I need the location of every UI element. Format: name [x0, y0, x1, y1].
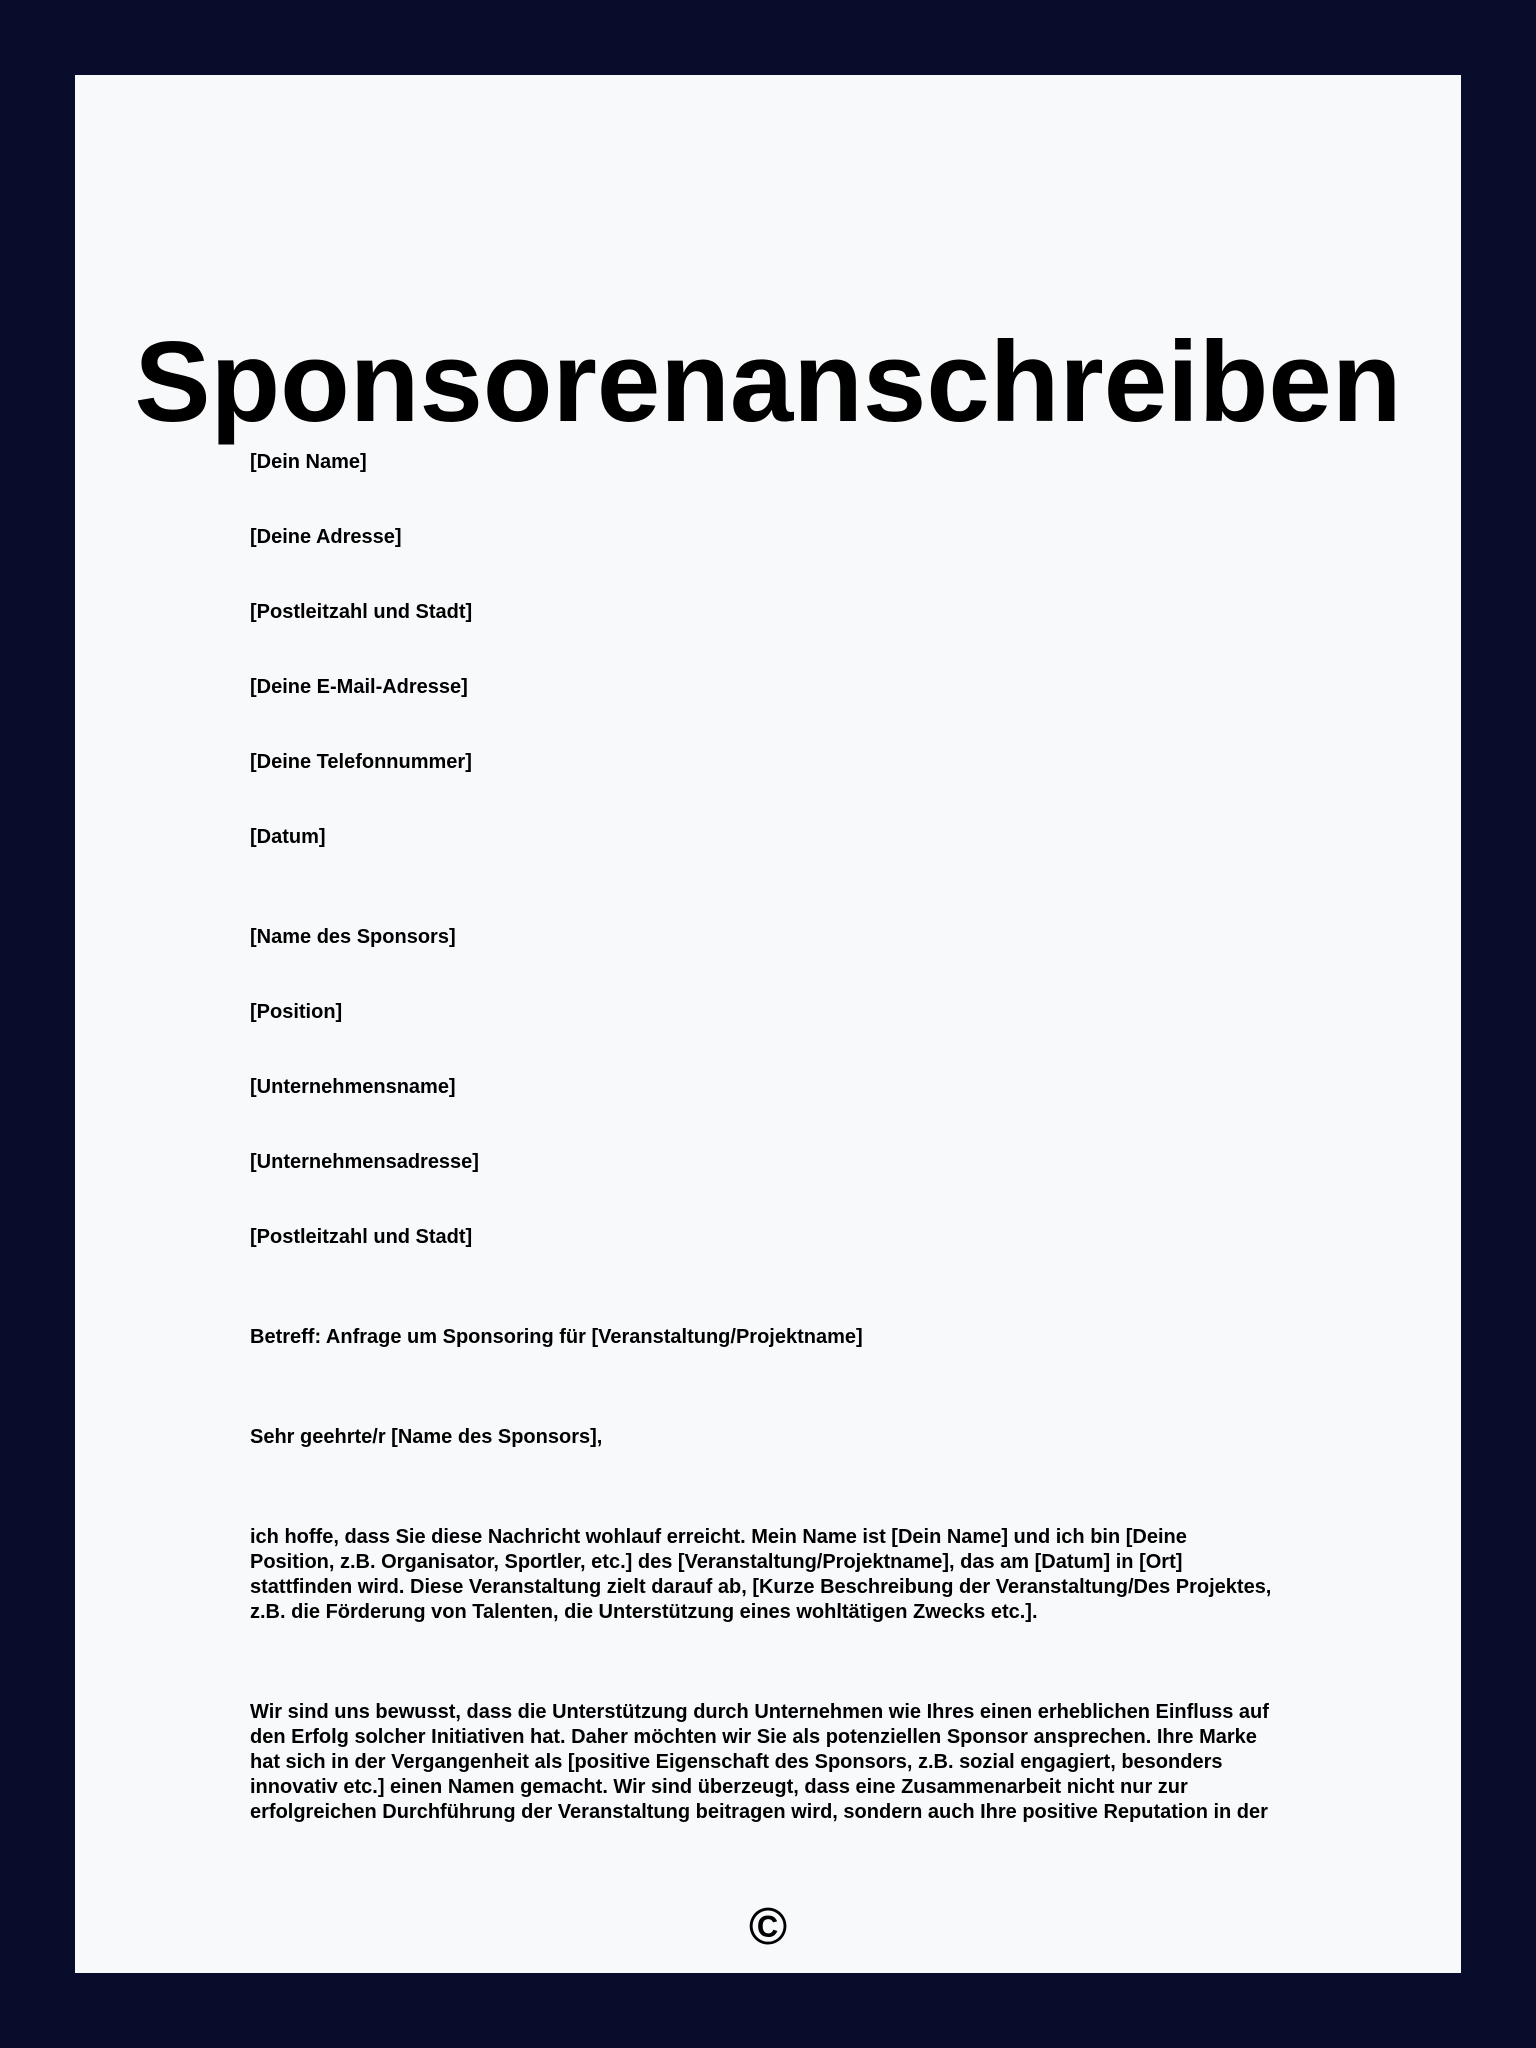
recipient-name: [Name des Sponsors] [250, 926, 456, 948]
letter-paragraph-1 [250, 1525, 1350, 1625]
paragraph-line: Wir sind uns bewusst, dass die Unterstützung durch Unternehmen wie Ihres einen erheblichen Einfluss auf [250, 1701, 1269, 1723]
recipient-company-address: [Unternehmensadresse] [250, 1151, 479, 1173]
recipient-zip-city: [Postleitzahl und Stadt] [250, 1226, 473, 1248]
recipient-company: [Unternehmensname] [250, 1076, 456, 1098]
letter-date: [Datum] [250, 826, 326, 848]
copyright-icon: © [748, 1898, 788, 1956]
sender-phone: [Deine Telefonnummer] [250, 751, 472, 773]
letter-subject: Betreff: Anfrage um Sponsoring für [Veranstaltung/Projektname] [250, 1326, 863, 1348]
sender-zip-city: [Postleitzahl und Stadt] [250, 601, 473, 623]
paragraph-line: stattfinden wird. Diese Veranstaltung zielt darauf ab, [Kurze Beschreibung der Veranstaltung/Des Projektes, [250, 1576, 1272, 1598]
paragraph-line: den Erfolg solcher Initiativen hat. Daher möchten wir Sie als potenziellen Sponsor ansprechen. Ihre Marke [250, 1726, 1257, 1748]
document-page [75, 75, 1461, 1973]
paragraph-line: ich hoffe, dass Sie diese Nachricht wohlauf erreicht. Mein Name ist [Dein Name] und ich bin [Deine [250, 1526, 1187, 1548]
letter-paragraph-2 [250, 1700, 1350, 1825]
sender-email: [Deine E-Mail-Adresse] [250, 676, 468, 698]
document-title: Sponsorenanschreiben [134, 319, 1402, 446]
paragraph-line: Position, z.B. Organisator, Sportler, etc.] des [Veranstaltung/Projektname], das am [Datum] in [Ort] [250, 1551, 1183, 1573]
recipient-position: [Position] [250, 1001, 343, 1023]
sender-address: [Deine Adresse] [250, 526, 402, 548]
paragraph-line: hat sich in der Vergangenheit als [positive Eigenschaft des Sponsors, z.B. sozial engagiert, besonders [250, 1751, 1223, 1773]
paragraph-line: z.B. die Förderung von Talenten, die Unterstützung eines wohltätigen Zwecks etc.]. [250, 1601, 1038, 1623]
paragraph-line: erfolgreichen Durchführung der Veranstaltung beitragen wird, sondern auch Ihre positive Reputation in der [250, 1801, 1268, 1823]
letter-salutation: Sehr geehrte/r [Name des Sponsors], [250, 1426, 603, 1448]
paragraph-line: innovativ etc.] einen Namen gemacht. Wir sind überzeugt, dass eine Zusammenarbeit nicht nur zur [250, 1776, 1188, 1798]
sender-name: [Dein Name] [250, 451, 367, 473]
